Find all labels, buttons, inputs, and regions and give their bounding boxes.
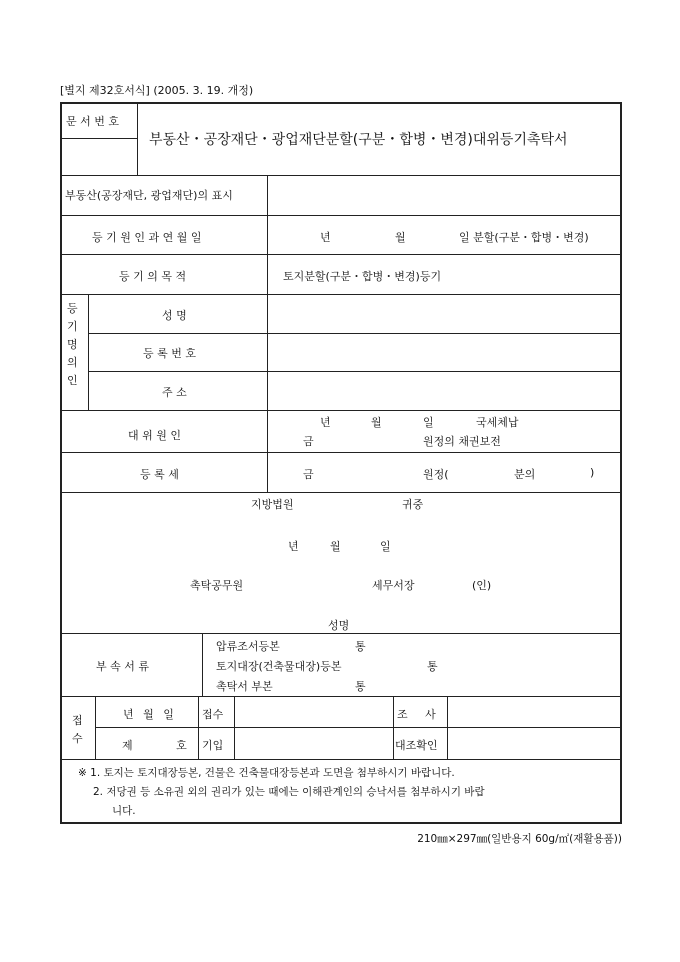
- property-display-field[interactable]: [268, 176, 620, 215]
- attachments-label: 부 속 서 류: [96, 660, 149, 673]
- comparison-label: 대조확인: [395, 739, 438, 752]
- subrogation-amount-prefix: 금: [303, 435, 314, 448]
- court-name: 지방법원: [251, 498, 294, 511]
- receipt-date-label: 년 월 일: [123, 708, 174, 721]
- receipt-number-label: 제 호: [122, 739, 187, 752]
- cause-value: 일 분할(구분・합병・변경): [459, 231, 589, 244]
- purpose-label: 등 기 의 목 적: [119, 270, 187, 283]
- attachment-unit: 통: [355, 680, 366, 693]
- receipt-label-1: 접: [72, 714, 83, 727]
- entry-label: 기입: [202, 739, 224, 752]
- form-id: [별지 제32호서식] (2005. 3. 19. 개정): [60, 84, 254, 97]
- cause-label: 등 기 원 인 과 연 월 일: [92, 231, 202, 244]
- signature-label: 성명: [328, 619, 350, 632]
- attachment-item: 촉탁서 부본: [216, 680, 273, 693]
- tax-fraction: 분의: [514, 468, 536, 481]
- receipt-label-2: 수: [72, 732, 83, 745]
- note-2-cont: 니다.: [112, 805, 136, 817]
- registrant-name-label: 성 명: [162, 309, 187, 322]
- subrogation-label: 대 위 원 인: [128, 429, 181, 442]
- tax-prefix: 금: [303, 468, 314, 481]
- cause-year: 년: [320, 231, 331, 244]
- purpose-value: 토지분할(구분・합병・변경)등기: [283, 270, 442, 283]
- registrant-address-field[interactable]: [268, 372, 620, 410]
- tax-label: 등 록 세: [140, 468, 179, 481]
- entry-field[interactable]: [235, 728, 393, 759]
- inspection-label: 조 사: [397, 708, 436, 721]
- subrogation-amount-suffix: 원정의 채권보전: [423, 435, 501, 448]
- registrant-reg-no-label: 등 록 번 호: [143, 347, 196, 360]
- receipt-stamp-label: 접수: [202, 708, 224, 721]
- registrant-address-label: 주 소: [162, 386, 187, 399]
- seal-mark: (인): [472, 579, 492, 592]
- registrant-reg-no-field[interactable]: [268, 334, 620, 371]
- tax-close: ): [590, 466, 595, 479]
- comparison-field[interactable]: [448, 728, 620, 759]
- tax-office: 세무서장: [372, 579, 415, 592]
- form-title: 부동산・공장재단・광업재단분할(구분・합병・변경)대위등기촉탁서: [149, 132, 568, 148]
- request-day: 일: [380, 540, 391, 553]
- subrogation-year: 년: [320, 416, 331, 429]
- official-title: 촉탁공무원: [190, 579, 244, 592]
- doc-number-label: 문 서 번 호: [66, 115, 119, 128]
- subrogation-tax: 국세체납: [476, 416, 519, 429]
- attachment-unit: 통: [427, 660, 438, 673]
- tax-won: 원정(: [423, 468, 449, 481]
- note-2: 2. 저당권 등 소유권 외의 권리가 있는 때에는 이해관계인의 승낙서를 첨부하시기 바랍: [93, 786, 485, 798]
- attachment-item: 압류조서등본: [216, 640, 280, 653]
- paper-spec: 210㎜×297㎜(일반용지 60g/㎡(재활용품)): [417, 833, 622, 845]
- subrogation-month: 월: [371, 416, 382, 429]
- inspection-field[interactable]: [448, 697, 620, 727]
- addressee-to: 귀중: [402, 498, 424, 511]
- request-month: 월: [330, 540, 341, 553]
- cause-month: 월: [395, 231, 406, 244]
- request-year: 년: [288, 540, 299, 553]
- attachment-item: 토지대장(건축물대장)등본: [216, 660, 342, 673]
- note-1: ※ 1. 토지는 토지대장등본, 건물은 건축물대장등본과 도면을 첨부하시기 바랍니다.: [78, 767, 455, 779]
- subrogation-day: 일: [423, 416, 434, 429]
- attachment-unit: 통: [355, 640, 366, 653]
- receipt-stamp-field[interactable]: [235, 697, 393, 727]
- registrant-label: 등 기 명 의 인: [67, 302, 78, 387]
- registrant-name-field[interactable]: [268, 295, 620, 333]
- property-display-label: 부동산(공장재단, 광업재단)의 표시: [65, 189, 233, 202]
